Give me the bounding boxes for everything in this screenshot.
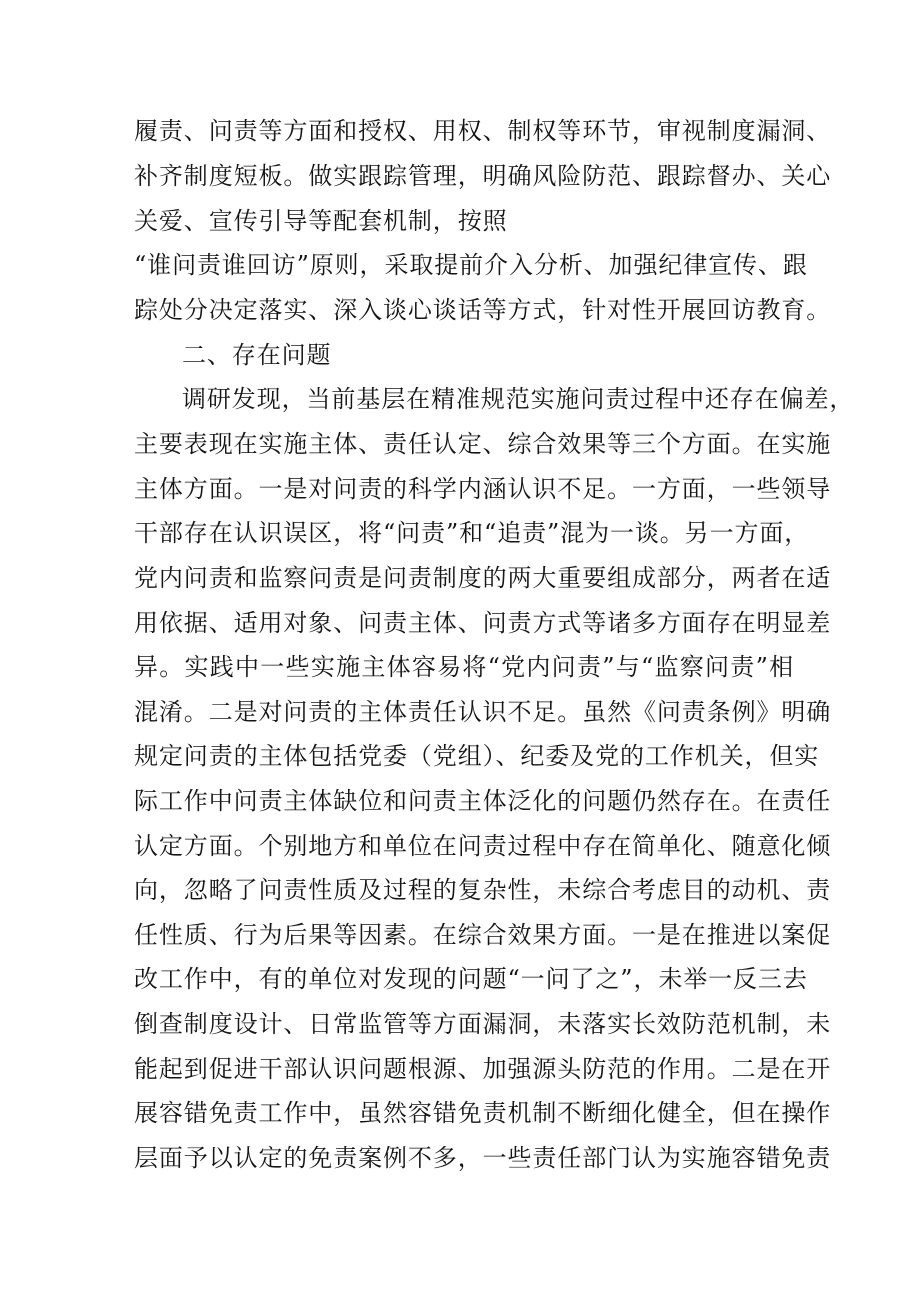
text-line: 调研发现，当前基层在精准规范实施问责过程中还存在偏差， (182, 385, 855, 413)
text-line: 主体方面。一是对问责的科学内涵认识不足。一方面，一些领导 (134, 475, 832, 503)
text-line: 党内问责和监察问责是问责制度的两大重要组成部分，两者在适 (134, 564, 832, 592)
text-line: 任性质、行为后果等因素。在综合效果方面。一是在推进以案促 (134, 921, 832, 949)
text-line: 履责、问责等方面和授权、用权、制权等环节，审视制度漏洞、 (134, 117, 832, 145)
text-line: 展容错免责工作中，虽然容错免责机制不断细化健全，但在操作 (134, 1099, 832, 1127)
text-line: 主要表现在实施主体、责任认定、综合效果等三个方面。在实施 (134, 430, 832, 458)
section-heading: 二、存在问题 (182, 341, 332, 369)
text-line: 踪处分决定落实、深入谈心谈话等方式，针对性开展回访教育。 (134, 296, 832, 324)
text-line: “谁问责谁回访”原则，采取提前介入分析、加强纪律宣传、跟 (134, 251, 808, 279)
text-line: 层面予以认定的免责案例不多，一些责任部门认为实施容错免责 (134, 1144, 832, 1172)
text-line: 异。实践中一些实施主体容易将“党内问责”与“监察问责”相 (134, 653, 794, 681)
text-line: 混淆。二是对问责的主体责任认识不足。虽然《问责条例》明确 (134, 698, 832, 726)
text-line: 用依据、适用对象、问责主体、问责方式等诸多方面存在明显差 (134, 609, 832, 637)
text-line: 倒查制度设计、日常监管等方面漏洞，未落实长效防范机制，未 (134, 1010, 832, 1038)
text-line: 向，忽略了问责性质及过程的复杂性，未综合考虑目的动机、责 (134, 876, 832, 904)
text-line: 改工作中，有的单位对发现的问题“一问了之”，未举一反三去 (134, 965, 808, 993)
text-line: 际工作中问责主体缺位和问责主体泛化的问题仍然存在。在责任 (134, 787, 832, 815)
text-line: 补齐制度短板。做实跟踪管理，明确风险防范、跟踪督办、关心 (134, 162, 832, 190)
text-line: 认定方面。个别地方和单位在问责过程中存在简单化、随意化倾 (134, 832, 832, 860)
text-line: 干部存在认识误区，将“问责”和“追责”混为一谈。另一方面， (134, 519, 810, 547)
text-line: 关爱、宣传引导等配套机制，按照 (134, 207, 508, 235)
text-line: 能起到促进干部认识问题根源、加强源头防范的作用。二是在开 (134, 1055, 832, 1083)
text-line: 规定问责的主体包括党委（党组）、纪委及党的工作机关，但实 (134, 742, 820, 770)
